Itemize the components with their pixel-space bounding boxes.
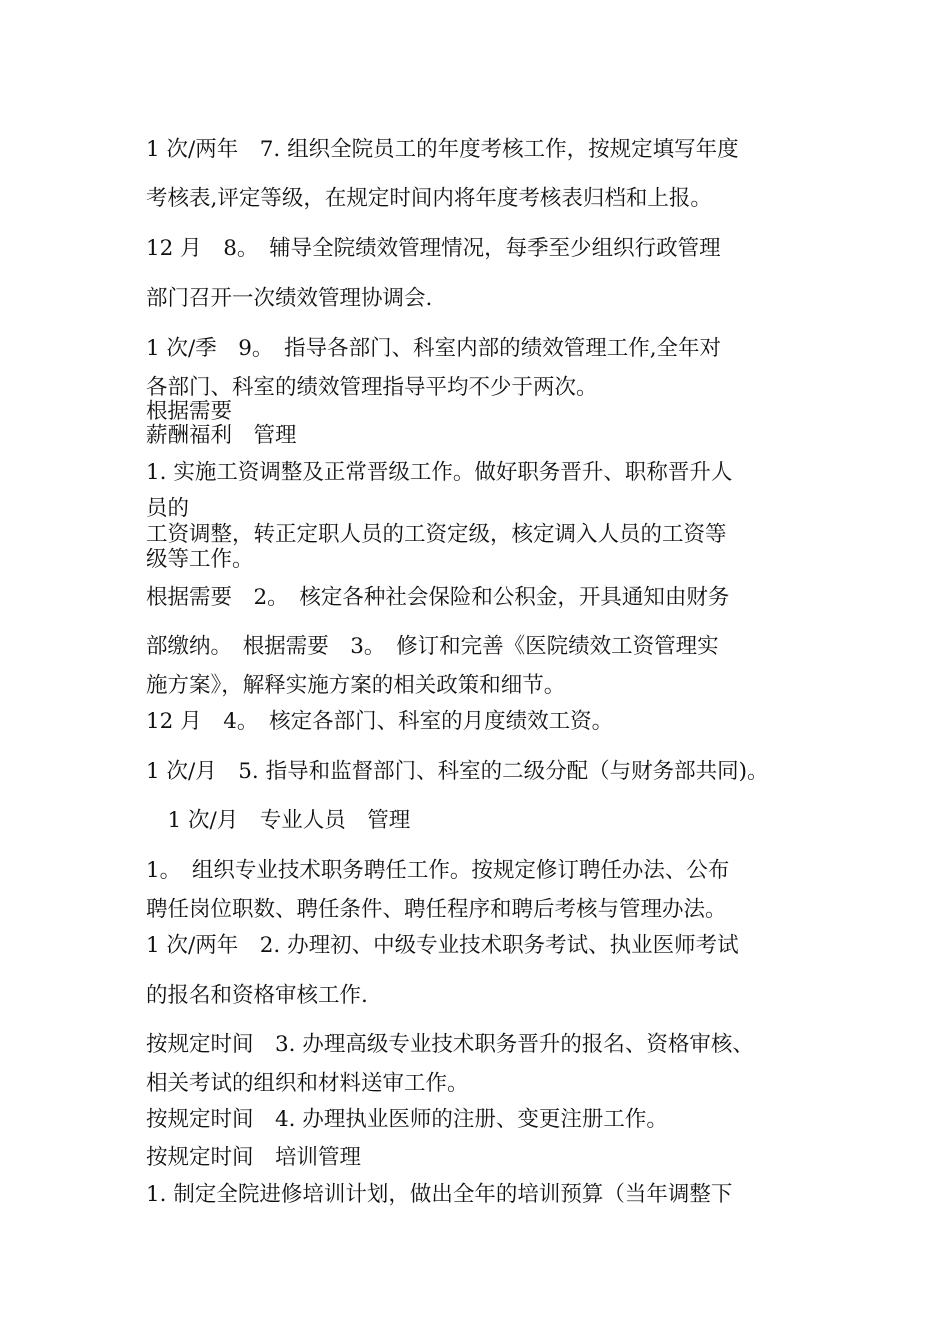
section-heading: 薪酬福利 管理 — [146, 423, 297, 448]
text-line: 根据需要 — [146, 399, 233, 424]
text-line: 聘任岗位职数、聘任条件、聘任程序和聘后考核与管理办法。 — [146, 897, 727, 922]
text-line: 员的 — [146, 496, 190, 521]
text-line: 按规定时间 4. 办理执业医师的注册、变更注册工作。 — [146, 1107, 668, 1132]
text-line: 1 次/两年 2. 办理初、中级专业技术职务考试、执业医师考试 — [146, 933, 739, 958]
text-line: 考核表,评定等级，在规定时间内将年度考核表归档和上报。 — [146, 186, 712, 211]
section-heading: 按规定时间 培训管理 — [146, 1145, 362, 1170]
text-line: 根据需要 2。 核定各种社会保险和公积金，开具通知由财务 — [146, 585, 730, 610]
text-line: 1 次/两年 7. 组织全院员工的年度考核工作，按规定填写年度 — [146, 137, 739, 162]
text-line: 12 月 4。 核定各部门、科室的月度绩效工资。 — [146, 709, 614, 734]
text-line: 1。 组织专业技术职务聘任工作。按规定修订聘任办法、公布 — [146, 858, 730, 883]
text-line: 的报名和资格审核工作. — [146, 983, 368, 1008]
text-line: 12 月 8。 辅导全院绩效管理情况，每季至少组织行政管理 — [146, 236, 721, 261]
text-line: 各部门、科室的绩效管理指导平均不少于两次。 — [146, 375, 598, 400]
text-line: 1. 制定全院进修培训计划，做出全年的培训预算（当年调整下 — [146, 1182, 733, 1207]
text-line: 部门召开一次绩效管理协调会. — [146, 286, 433, 311]
text-line: 1 次/月 5. 指导和监督部门、科室的二级分配（与财务部共同)。 — [146, 759, 769, 784]
text-line: 1 次/季 9。 指导各部门、科室内部的绩效管理工作,全年对 — [146, 336, 722, 361]
text-line: 按规定时间 3. 办理高级专业技术职务晋升的报名、资格审核、 — [146, 1032, 754, 1057]
text-line: 部缴纳。 根据需要 3。 修订和完善《医院绩效工资管理实 — [146, 634, 719, 659]
text-line: 1. 实施工资调整及正常晋级工作。做好职务晋升、职称晋升人 — [146, 460, 733, 485]
text-line: 工资调整，转正定职人员的工资定级，核定调入人员的工资等 — [146, 522, 727, 547]
text-line: 施方案》，解释实施方案的相关政策和细节。 — [146, 673, 566, 698]
text-line: 相关考试的组织和材料送审工作。 — [146, 1071, 469, 1096]
section-heading: 1 次/月 专业人员 管理 — [146, 808, 411, 833]
text-line: 级等工作。 — [146, 547, 254, 572]
